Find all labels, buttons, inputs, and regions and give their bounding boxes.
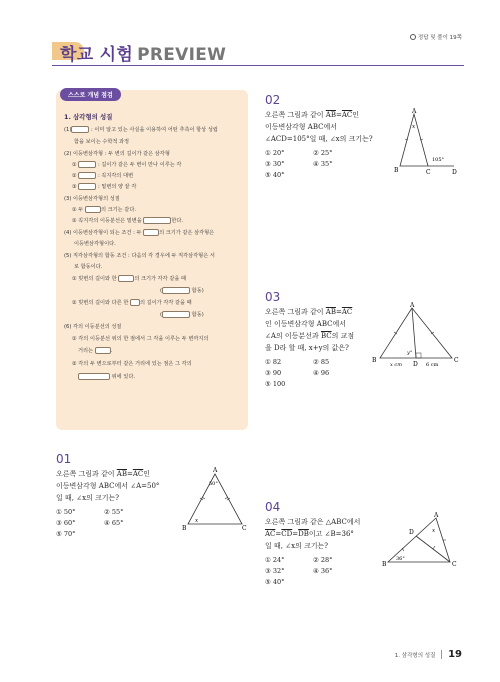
problem-number: 03: [265, 290, 281, 304]
choice[interactable]: ② 25°: [313, 149, 333, 157]
choice[interactable]: ③ 60°: [56, 519, 76, 527]
svg-text:x: x: [432, 528, 436, 534]
page-number: 19: [448, 649, 462, 660]
svg-text:6 cm: 6 cm: [426, 362, 439, 368]
svg-text:x cm: x cm: [390, 362, 402, 368]
problem-stem: 오른쪽 그림과 같이 $\overline{AB}=\overline{AC}$ 인 이등변삼각형 ABC에서 ∠A의 이등분선과 $\overline{BC}$의 교점 을 D라 할 때, x+y의 값은?: [265, 308, 355, 352]
choice[interactable]: ① 24°: [265, 556, 285, 564]
answer-blank[interactable]: [162, 287, 190, 294]
concept-line: ③ : 밑변의 양 끝 각: [72, 184, 137, 190]
answer-blank[interactable]: [162, 311, 190, 318]
answer-blank[interactable]: [143, 229, 159, 236]
problem-stem: 오른쪽 그림과 같이 $\overline{AB}=\overline{AC}$인 이등변삼각형 ABC에서 ∠ACD=105°일 때, ∠x의 크기는?: [265, 111, 373, 143]
figure-01: [180, 466, 250, 532]
problem-number: 02: [265, 93, 281, 107]
svg-text:B: B: [372, 357, 377, 364]
answer-blank[interactable]: [118, 275, 134, 282]
svg-text:C: C: [454, 357, 459, 364]
answer-blank[interactable]: [78, 373, 110, 380]
concept-line: (4) 이등변삼각형이 되는 조건 : 두 의 크기가 같은 삼각형은: [64, 230, 215, 236]
concept-line: (2) 이등변삼각형 : 두 변의 길이가 같은 삼각형: [64, 151, 170, 157]
choice[interactable]: ④ 36°: [313, 567, 333, 575]
choice[interactable]: ⑤ 100: [265, 380, 286, 388]
footer-section: 1. 삼각형의 성질: [394, 652, 436, 659]
concept-line: (3) 이등변삼각형의 성질: [64, 196, 120, 202]
svg-text:C: C: [452, 561, 457, 568]
choice[interactable]: ④ 96: [313, 369, 330, 377]
svg-text:y°: y°: [407, 350, 413, 356]
choice[interactable]: ② 85: [313, 358, 330, 366]
choice[interactable]: ⑤ 40°: [265, 171, 285, 179]
choice[interactable]: ⑤ 40°: [265, 578, 285, 586]
choice[interactable]: ② 55°: [104, 508, 124, 516]
concept-line: ① 빗변의 길이와 한 의 크기가 각각 같을 때: [72, 276, 187, 282]
concept-line: (1) : 이미 알고 있는 사실을 이용하여 어떤 추측이 항상 성립: [64, 127, 218, 133]
svg-text:A: A: [410, 302, 415, 309]
svg-text:C: C: [426, 169, 431, 176]
concept-line: 함을 보이는 수학적 과정: [74, 139, 130, 145]
svg-text:D: D: [409, 529, 414, 536]
choice[interactable]: ④ 65°: [104, 519, 124, 527]
concept-line: ① 각의 이등분선 위의 한 점에서 그 각을 이루는 두 변까지의: [72, 336, 209, 342]
page-footer: [395, 649, 462, 660]
choice[interactable]: ① 82: [265, 358, 282, 366]
figure-03: [370, 302, 470, 374]
concept-line: ② 꼭지각의 이등분선은 밑변을 한다.: [72, 218, 184, 224]
concept-line: ( 합동): [160, 312, 204, 318]
answer-blank[interactable]: [95, 347, 111, 354]
concept-check-box: [56, 90, 248, 430]
svg-text:50°: 50°: [209, 481, 218, 487]
svg-text:A: A: [434, 512, 439, 519]
concept-tag: 스스로 개념 점검: [60, 88, 121, 101]
choice[interactable]: ② 28°: [313, 556, 333, 564]
concept-line: ② 각의 두 변으로부터 같은 거리에 있는 점은 그 각의: [72, 361, 192, 367]
concept-line: 로 합동이다.: [74, 264, 103, 270]
figure-04: [380, 512, 468, 572]
footer-divider: [441, 650, 442, 659]
svg-text:D: D: [452, 169, 457, 176]
choice[interactable]: ③ 32°: [265, 567, 285, 575]
svg-text:105°: 105°: [432, 157, 445, 163]
problem-number: 01: [56, 452, 72, 466]
svg-text:36°: 36°: [396, 556, 405, 562]
concept-line: 거리는 .: [78, 348, 113, 354]
choice[interactable]: ⑤ 70°: [56, 530, 76, 538]
answer-blank[interactable]: [85, 206, 101, 213]
answer-blank[interactable]: [130, 299, 140, 306]
svg-text:x: x: [195, 518, 199, 524]
header-rule: [52, 65, 464, 67]
concept-title: 1. 삼각형의 성질: [64, 113, 113, 121]
concept-line: ① : 길이가 같은 두 변이 만나 이루는 각: [72, 162, 182, 168]
concept-line: 이등변삼각형이다.: [74, 241, 116, 247]
answer-note-text: 정답 및 풀이 19쪽: [417, 35, 462, 41]
concept-line: ( 합동): [160, 288, 204, 294]
choice[interactable]: ④ 35°: [313, 160, 333, 168]
svg-text:B: B: [382, 561, 387, 568]
choice[interactable]: ① 20°: [265, 149, 285, 157]
answer-blank[interactable]: [143, 217, 171, 224]
svg-text:B: B: [394, 167, 399, 174]
problem-stem: 오른쪽 그림과 같이 $\overline{AB}=\overline{AC}$인 이등변삼각형 ABC에서 ∠A=50° 일 때, ∠x의 크기는?: [56, 470, 160, 502]
page-header: [52, 38, 464, 64]
concept-line: ② : 꼭지각의 대변: [72, 173, 134, 179]
page-title: 학교 시험 PREVIEW: [60, 45, 227, 65]
problem-stem: 오른쪽 그림과 같은 △ABC에서 $\overline{AC}=\overline{CD}=\overline{DB}$이고 ∠B=36° 일 때, ∠x의 크기는?: [265, 518, 361, 550]
concept-line: 위에 있다.: [78, 373, 135, 380]
answer-blank[interactable]: [78, 172, 96, 179]
svg-text:C: C: [242, 525, 247, 532]
figure-02: [392, 108, 466, 176]
concept-line: (5) 직각삼각형의 합동 조건 : 다음의 각 경우에 두 직각삼각형은 서: [64, 253, 215, 259]
concept-line: (6) 각의 이등분선의 성질: [64, 324, 122, 330]
concept-line: ① 두 의 크기는 같다.: [72, 207, 136, 213]
answer-blank[interactable]: [78, 183, 96, 190]
svg-text:B: B: [182, 525, 187, 532]
svg-text:A: A: [213, 467, 218, 474]
choice[interactable]: ③ 90: [265, 369, 282, 377]
answer-blank[interactable]: [71, 126, 89, 133]
svg-text:D: D: [413, 361, 418, 368]
answer-blank[interactable]: [78, 161, 96, 168]
choice[interactable]: ③ 30°: [265, 160, 285, 168]
problem-number: 04: [265, 500, 281, 514]
svg-text:x: x: [412, 124, 416, 130]
svg-text:A: A: [412, 108, 417, 115]
concept-line: ② 빗변의 길이와 다른 한 의 길이가 각각 같을 때: [72, 300, 192, 306]
choice[interactable]: ① 50°: [56, 508, 76, 516]
